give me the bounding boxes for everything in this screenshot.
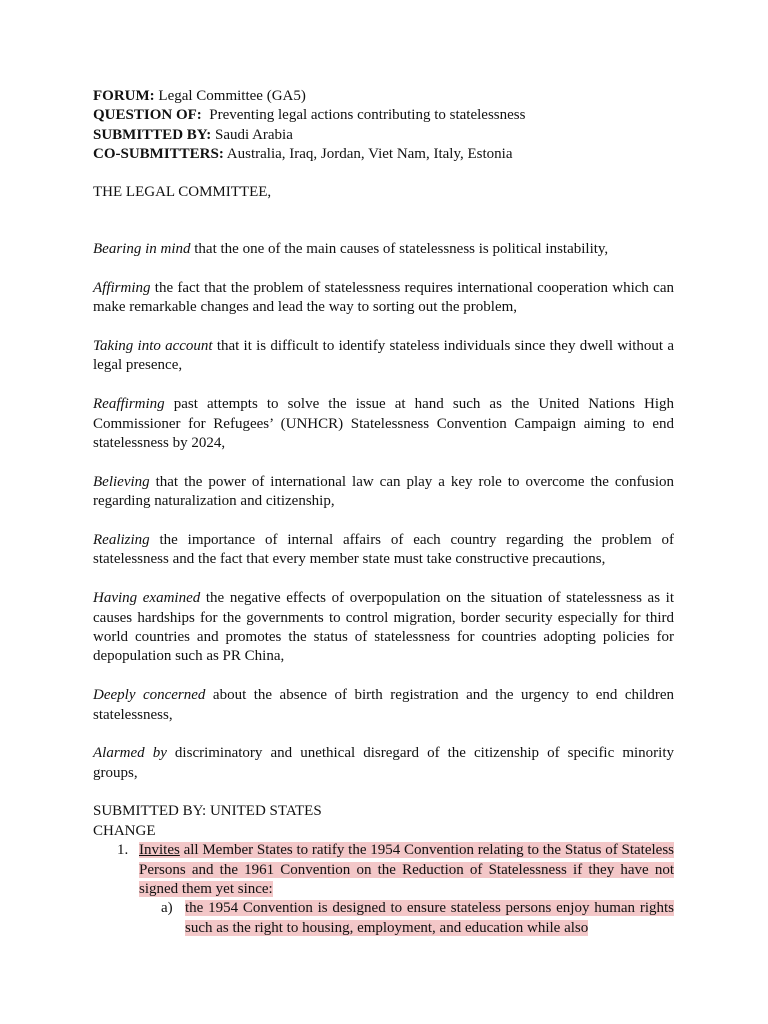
cosubmitters-label: CO-SUBMITTERS: [93,146,224,163]
committee-heading: THE LEGAL COMMITTEE, [93,183,272,200]
question-line [93,106,674,125]
question-label: QUESTION OF: [93,107,202,124]
preambulatory-clause [93,473,674,512]
forum-line [93,87,674,106]
operative-clause-1 [93,841,674,899]
clause-text: past attempts to solve the issue at hand such as the United Nations High Commissioner for Refugees’ (UNHCR) Statelessness Convention Campaign aiming to end statelessness by 2024, [93,396,674,452]
clause-lead: Affirming [93,279,151,296]
forum-value: Legal Committee (GA5) [158,88,306,104]
preambulatory-clause [93,240,674,259]
clause-lead: Having examined [93,590,201,607]
submitted-label: SUBMITTED BY: [93,126,212,143]
clause-lead: Taking into account [93,338,213,355]
cosubmitters-line [93,145,674,164]
amendment-submitted-by: SUBMITTED BY: UNITED STATES [93,803,322,820]
clause-lead: Alarmed by [93,745,167,762]
preambulatory-clause [93,279,674,318]
question-value: Preventing legal actions contributing to statelessness [209,107,526,124]
preambulatory-clause [93,686,674,725]
clause-lead: Believing [93,473,150,490]
clause-lead: Bearing in mind [93,241,191,258]
sub-clause-text [185,899,674,938]
preambulatory-clause [93,589,674,667]
clause-text: discriminatory and unethical disregard of the citizenship of specific minority groups, [93,745,674,781]
clause-text: that it is difficult to identify stateless individuals since they dwell without a legal presence, [93,338,674,374]
operative-body: all Member States to ratify the 1954 Convention relating to the Status of Stateless Persons and the 1961 Convention on the Reduction of Statelessness if they have not signed them yet since: [139,842,674,897]
resolution-document [93,87,674,938]
clause-text: that the power of international law can play a key role to overcome the confusion regarding naturalization and citizenship, [93,473,674,510]
preambulatory-clause [93,337,674,376]
clause-text: the fact that the problem of statelessness requires international cooperation which can make remarkable changes and lead the way to sorting out the problem, [93,279,674,316]
amendment-type: CHANGE [93,822,156,839]
clause-text: the negative effects of overpopulation on the situation of statelessness as it causes hardships for the governments to control migration, border security especially for third world countries and promotes the status of statelessness for countries adopting policies for depopulation such as PR China, [93,590,674,665]
operative-lead: Invites [139,842,180,859]
preambulatory-clause [93,395,674,453]
clause-lead: Reaffirming [93,396,165,413]
clause-text: about the absence of birth registration and the urgency to end children statelessness, [93,687,674,723]
sub-clause-letter: a) [161,900,173,917]
clause-text: that the one of the main causes of statelessness is political instability, [190,241,609,258]
forum-label: FORUM: [93,88,155,104]
sub-clause-body: the 1954 Convention is designed to ensure stateless persons enjoy human rights such as the right to housing, employment, and education while also [185,900,674,936]
submitted-line [93,126,674,145]
clause-number: 1. [117,842,129,859]
clause-text: the importance of internal affairs of each country regarding the problem of statelessness and the fact that every member state must take constructive precautions, [93,532,674,568]
clause-lead: Deeply concerned [93,687,206,704]
operative-clause-text [139,841,674,899]
sub-clause-a [93,899,674,938]
submitted-value: Saudi Arabia [214,126,293,143]
preambulatory-clause [93,744,674,783]
preambulatory-clause [93,531,674,570]
cosubmitters-value: Australia, Iraq, Jordan, Viet Nam, Italy, Estonia [226,146,513,163]
clause-lead: Realizing [93,532,150,549]
